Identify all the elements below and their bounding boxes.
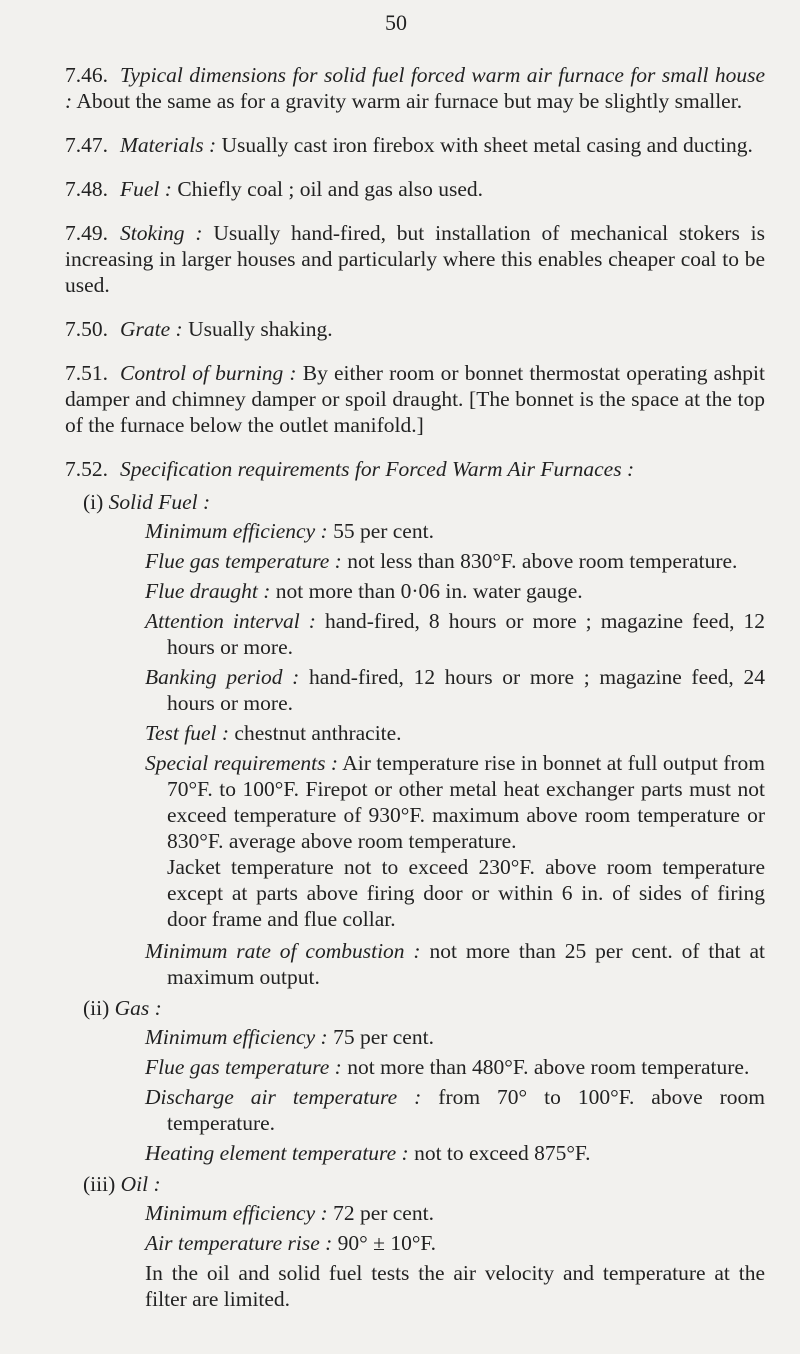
section-title: Stoking : <box>120 221 203 245</box>
entry-label: Minimum efficiency : <box>145 1201 328 1225</box>
spec-entry <box>145 720 765 746</box>
section-number: 7.46. <box>65 63 108 87</box>
section-text: Usually cast iron firebox with sheet metal casing and ducting. <box>221 133 753 157</box>
section-7-47 <box>65 132 765 158</box>
entry-label: Minimum efficiency : <box>145 1025 328 1049</box>
spec-entry <box>145 608 765 660</box>
section-number: 7.47. <box>65 133 108 157</box>
spec-solid-fuel-heading <box>83 488 765 516</box>
entry-label: Flue gas temperature : <box>145 1055 342 1079</box>
item-title: Solid Fuel : <box>108 490 211 514</box>
section-title: Fuel : <box>120 177 172 201</box>
entry-label: Flue gas temperature : <box>145 549 342 573</box>
entry-text: Air temperature rise in bonnet at full output from 70°F. to 100°F. Firepot or other metal heat exchanger parts must not exceed temperature of 930°F. maximum above room temperature or 830°F. average above room temperature. <box>167 751 765 853</box>
entry-label: Banking period : <box>145 665 300 689</box>
section-title: Grate : <box>120 317 183 341</box>
item-number: (i) <box>83 490 104 514</box>
section-7-46 <box>65 62 765 114</box>
spec-entry <box>145 548 765 574</box>
section-number: 7.51. <box>65 361 108 385</box>
entry-label: Special requirements : <box>145 751 339 775</box>
entry-text: 75 per cent. <box>333 1025 434 1049</box>
entry-text: hand-fired, 8 hours or more ; magazine feed, 12 hours or more. <box>167 609 766 659</box>
entry-label: Test fuel : <box>145 721 230 745</box>
entry-text: 55 per cent. <box>333 519 434 543</box>
section-title: Specification requirements for Forced Warm Air Furnaces : <box>120 457 635 481</box>
entry-text: 90° ± 10°F. <box>337 1231 437 1255</box>
section-title: Materials : <box>120 133 217 157</box>
spec-entry <box>145 1084 765 1136</box>
section-7-52 <box>65 456 765 482</box>
page-number: 50 <box>385 10 407 35</box>
entry-text: chestnut anthracite. <box>234 721 402 745</box>
entry-label: Heating element temperature : <box>145 1141 409 1165</box>
spec-entry <box>145 938 765 990</box>
entry-label: Discharge air temperature : <box>145 1085 422 1109</box>
section-text: By either room or bonnet thermostat operating ashpit damper and chimney damper or spoil draught. [The bonnet is the space at the top of the furnace below the outlet manifold.] <box>65 361 765 437</box>
closing-text: In the oil and solid fuel tests the air velocity and temperature at the filter are limited. <box>145 1261 765 1311</box>
entry-label: Flue draught : <box>145 579 271 603</box>
section-text: Usually hand-fired, but installation of mechanical stokers is increasing in larger houses and particularly where this enables cheaper coal to be used. <box>65 221 766 297</box>
section-text: Chiefly coal ; oil and gas also used. <box>177 177 484 201</box>
entry-label: Attention interval : <box>145 609 316 633</box>
jacket-text: Jacket temperature not to exceed 230°F. above room temperature except at parts above firing door or within 6 in. of sides of firing door frame and flue collar. <box>167 855 765 931</box>
spec-gas-heading <box>83 994 765 1022</box>
entry-text: not less than 830°F. above room temperature. <box>347 549 738 573</box>
item-number: (ii) <box>83 996 110 1020</box>
spec-entry <box>145 664 765 716</box>
spec-entry <box>145 750 765 854</box>
spec-entry <box>145 1200 765 1226</box>
entry-label: Air temperature rise : <box>145 1231 333 1255</box>
spec-entry <box>145 1140 765 1166</box>
section-7-49 <box>65 220 765 298</box>
entry-text: not more than 25 per cent. of that at maximum output. <box>167 939 766 989</box>
section-text: Usually shaking. <box>188 317 333 341</box>
spec-entry <box>145 578 765 604</box>
entry-text: not more than 480°F. above room temperature. <box>347 1055 750 1079</box>
spec-entry <box>145 1054 765 1080</box>
section-title: Control of burning : <box>120 361 297 385</box>
section-number: 7.49. <box>65 221 108 245</box>
item-title: Oil : <box>120 1172 161 1196</box>
item-number: (iii) <box>83 1172 116 1196</box>
section-7-48 <box>65 176 765 202</box>
section-number: 7.48. <box>65 177 108 201</box>
item-title: Gas : <box>114 996 162 1020</box>
section-text: About the same as for a gravity warm air furnace but may be slightly smaller. <box>76 89 743 113</box>
entry-label: Minimum efficiency : <box>145 519 328 543</box>
section-7-50 <box>65 316 765 342</box>
entry-text: not to exceed 875°F. <box>414 1141 591 1165</box>
entry-label: Minimum rate of combustion : <box>145 939 421 963</box>
spec-entry <box>145 518 765 544</box>
section-number: 7.52. <box>65 457 108 481</box>
section-title: Typical dimensions for solid fuel forced warm air furnace for small house : <box>65 63 765 113</box>
spec-oil-heading <box>83 1170 765 1198</box>
section-number: 7.50. <box>65 317 108 341</box>
section-7-51 <box>65 360 765 438</box>
entry-text: 72 per cent. <box>333 1201 434 1225</box>
entry-text: from 70° to 100°F. above room temperature. <box>167 1085 766 1135</box>
entry-text: hand-fired, 12 hours or more ; magazine feed, 24 hours or more. <box>167 665 765 715</box>
document-body <box>65 62 765 1318</box>
spec-entry <box>145 1230 765 1256</box>
spec-entry <box>145 1024 765 1050</box>
entry-text: not more than 0·06 in. water gauge. <box>275 579 583 603</box>
